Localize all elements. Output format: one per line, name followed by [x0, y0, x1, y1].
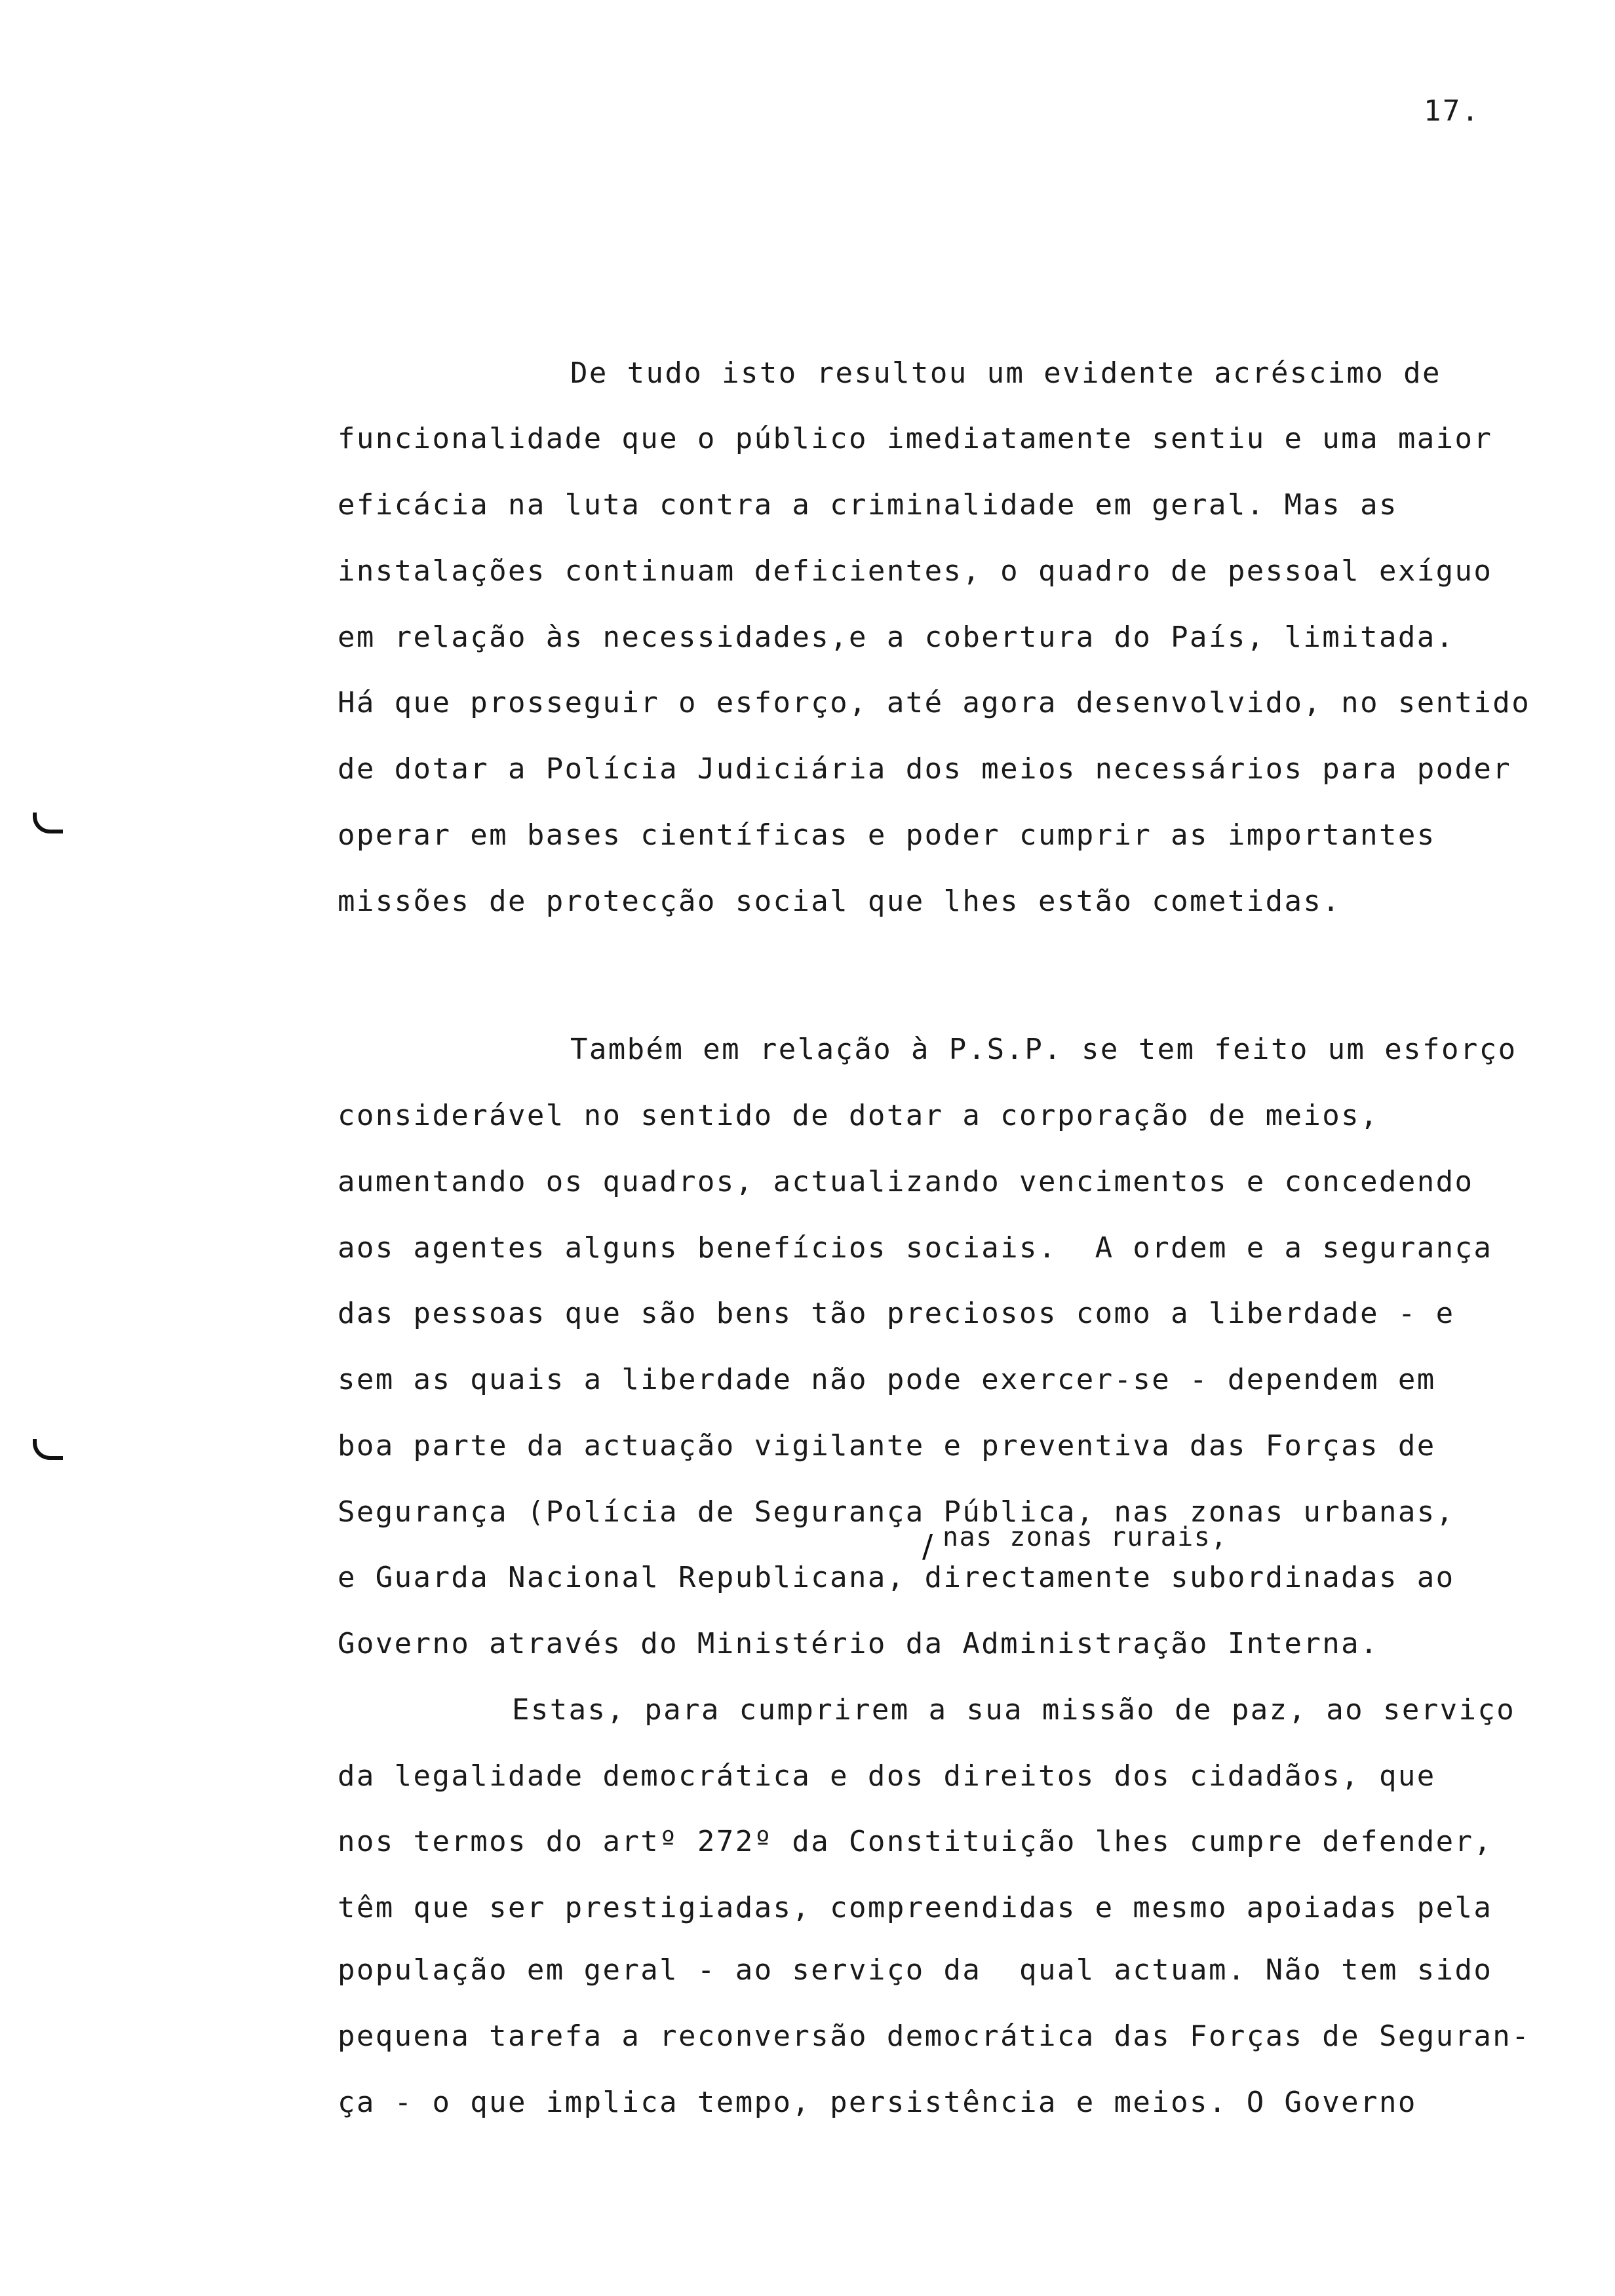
- insertion-caret-icon: /: [922, 1528, 933, 1565]
- paragraph-2-line-6: sem as quais a liberdade não pode exercer-se - dependem em: [338, 1363, 1436, 1396]
- paragraph-3-line-7: ça - o que implica tempo, persistência e meios. O Governo: [338, 2086, 1417, 2119]
- paragraph-2-line-10: Governo através do Ministério da Administração Interna.: [338, 1627, 1379, 1660]
- paragraph-2-line-2: considerável no sentido de dotar a corporação de meios,: [338, 1099, 1379, 1132]
- paragraph-3-line-2: da legalidade democrática e dos direitos dos cidadãos, que: [338, 1759, 1436, 1793]
- paragraph-1-line-1: De tudo isto resultou um evidente acréscimo de: [570, 356, 1441, 390]
- paragraph-3-line-6: pequena tarefa a reconversão democrática das Forças de Seguran-: [338, 2019, 1531, 2053]
- paragraph-2-line-9: e Guarda Nacional Republicana, directamente subordinadas ao: [338, 1561, 1455, 1594]
- paragraph-1-line-3: eficácia na luta contra a criminalidade em geral. Mas as: [338, 488, 1398, 522]
- paragraph-1-line-4: instalações continuam deficientes, o quadro de pessoal exíguo: [338, 554, 1493, 588]
- paragraph-1-line-9: missões de protecção social que lhes estão cometidas.: [338, 885, 1342, 918]
- paragraph-3-line-1: Estas, para cumprirem a sua missão de paz, ao serviço: [512, 1693, 1516, 1727]
- paragraph-2-line-7: boa parte da actuação vigilante e preventiva das Forças de: [338, 1429, 1436, 1463]
- paragraph-1-line-2: funcionalidade que o público imediatamente sentiu e uma maior: [338, 422, 1493, 455]
- paragraph-1-line-6: Há que prosseguir o esforço, até agora desenvolvido, no sentido: [338, 686, 1531, 719]
- margin-mark-icon: [33, 1439, 63, 1460]
- paragraph-3-line-3: nos termos do artº 272º da Constituição lhes cumpre defender,: [338, 1825, 1493, 1858]
- paragraph-3-line-4: têm que ser prestigiadas, compreendidas e mesmo apoiadas pela: [338, 1891, 1493, 1924]
- paragraph-1-line-5: em relação às necessidades,e a cobertura do País, limitada.: [338, 621, 1455, 654]
- paragraph-2-line-4: aos agentes alguns benefícios sociais. A ordem e a segurança: [338, 1231, 1493, 1265]
- paragraph-2-line-1: Também em relação à P.S.P. se tem feito um esforço: [570, 1033, 1517, 1066]
- paragraph-3-line-5: população em geral - ao serviço da qual actuam. Não tem sido: [338, 1953, 1493, 1987]
- paragraph-2-line-8: Segurança (Polícia de Segurança Pública, nas zonas urbanas,: [338, 1495, 1455, 1529]
- page-number: 17.: [1424, 94, 1481, 128]
- paragraph-1-line-8: operar em bases científicas e poder cumprir as importantes: [338, 818, 1436, 852]
- paragraph-2-line-5: das pessoas que são bens tão preciosos como a liberdade - e: [338, 1297, 1455, 1330]
- margin-mark-icon: [33, 813, 63, 833]
- paragraph-1-line-7: de dotar a Polícia Judiciária dos meios necessários para poder: [338, 752, 1512, 786]
- paragraph-2-line-3: aumentando os quadros, actualizando vencimentos e concedendo: [338, 1165, 1474, 1198]
- handwritten-insertion: nas zonas rurais,: [943, 1522, 1228, 1552]
